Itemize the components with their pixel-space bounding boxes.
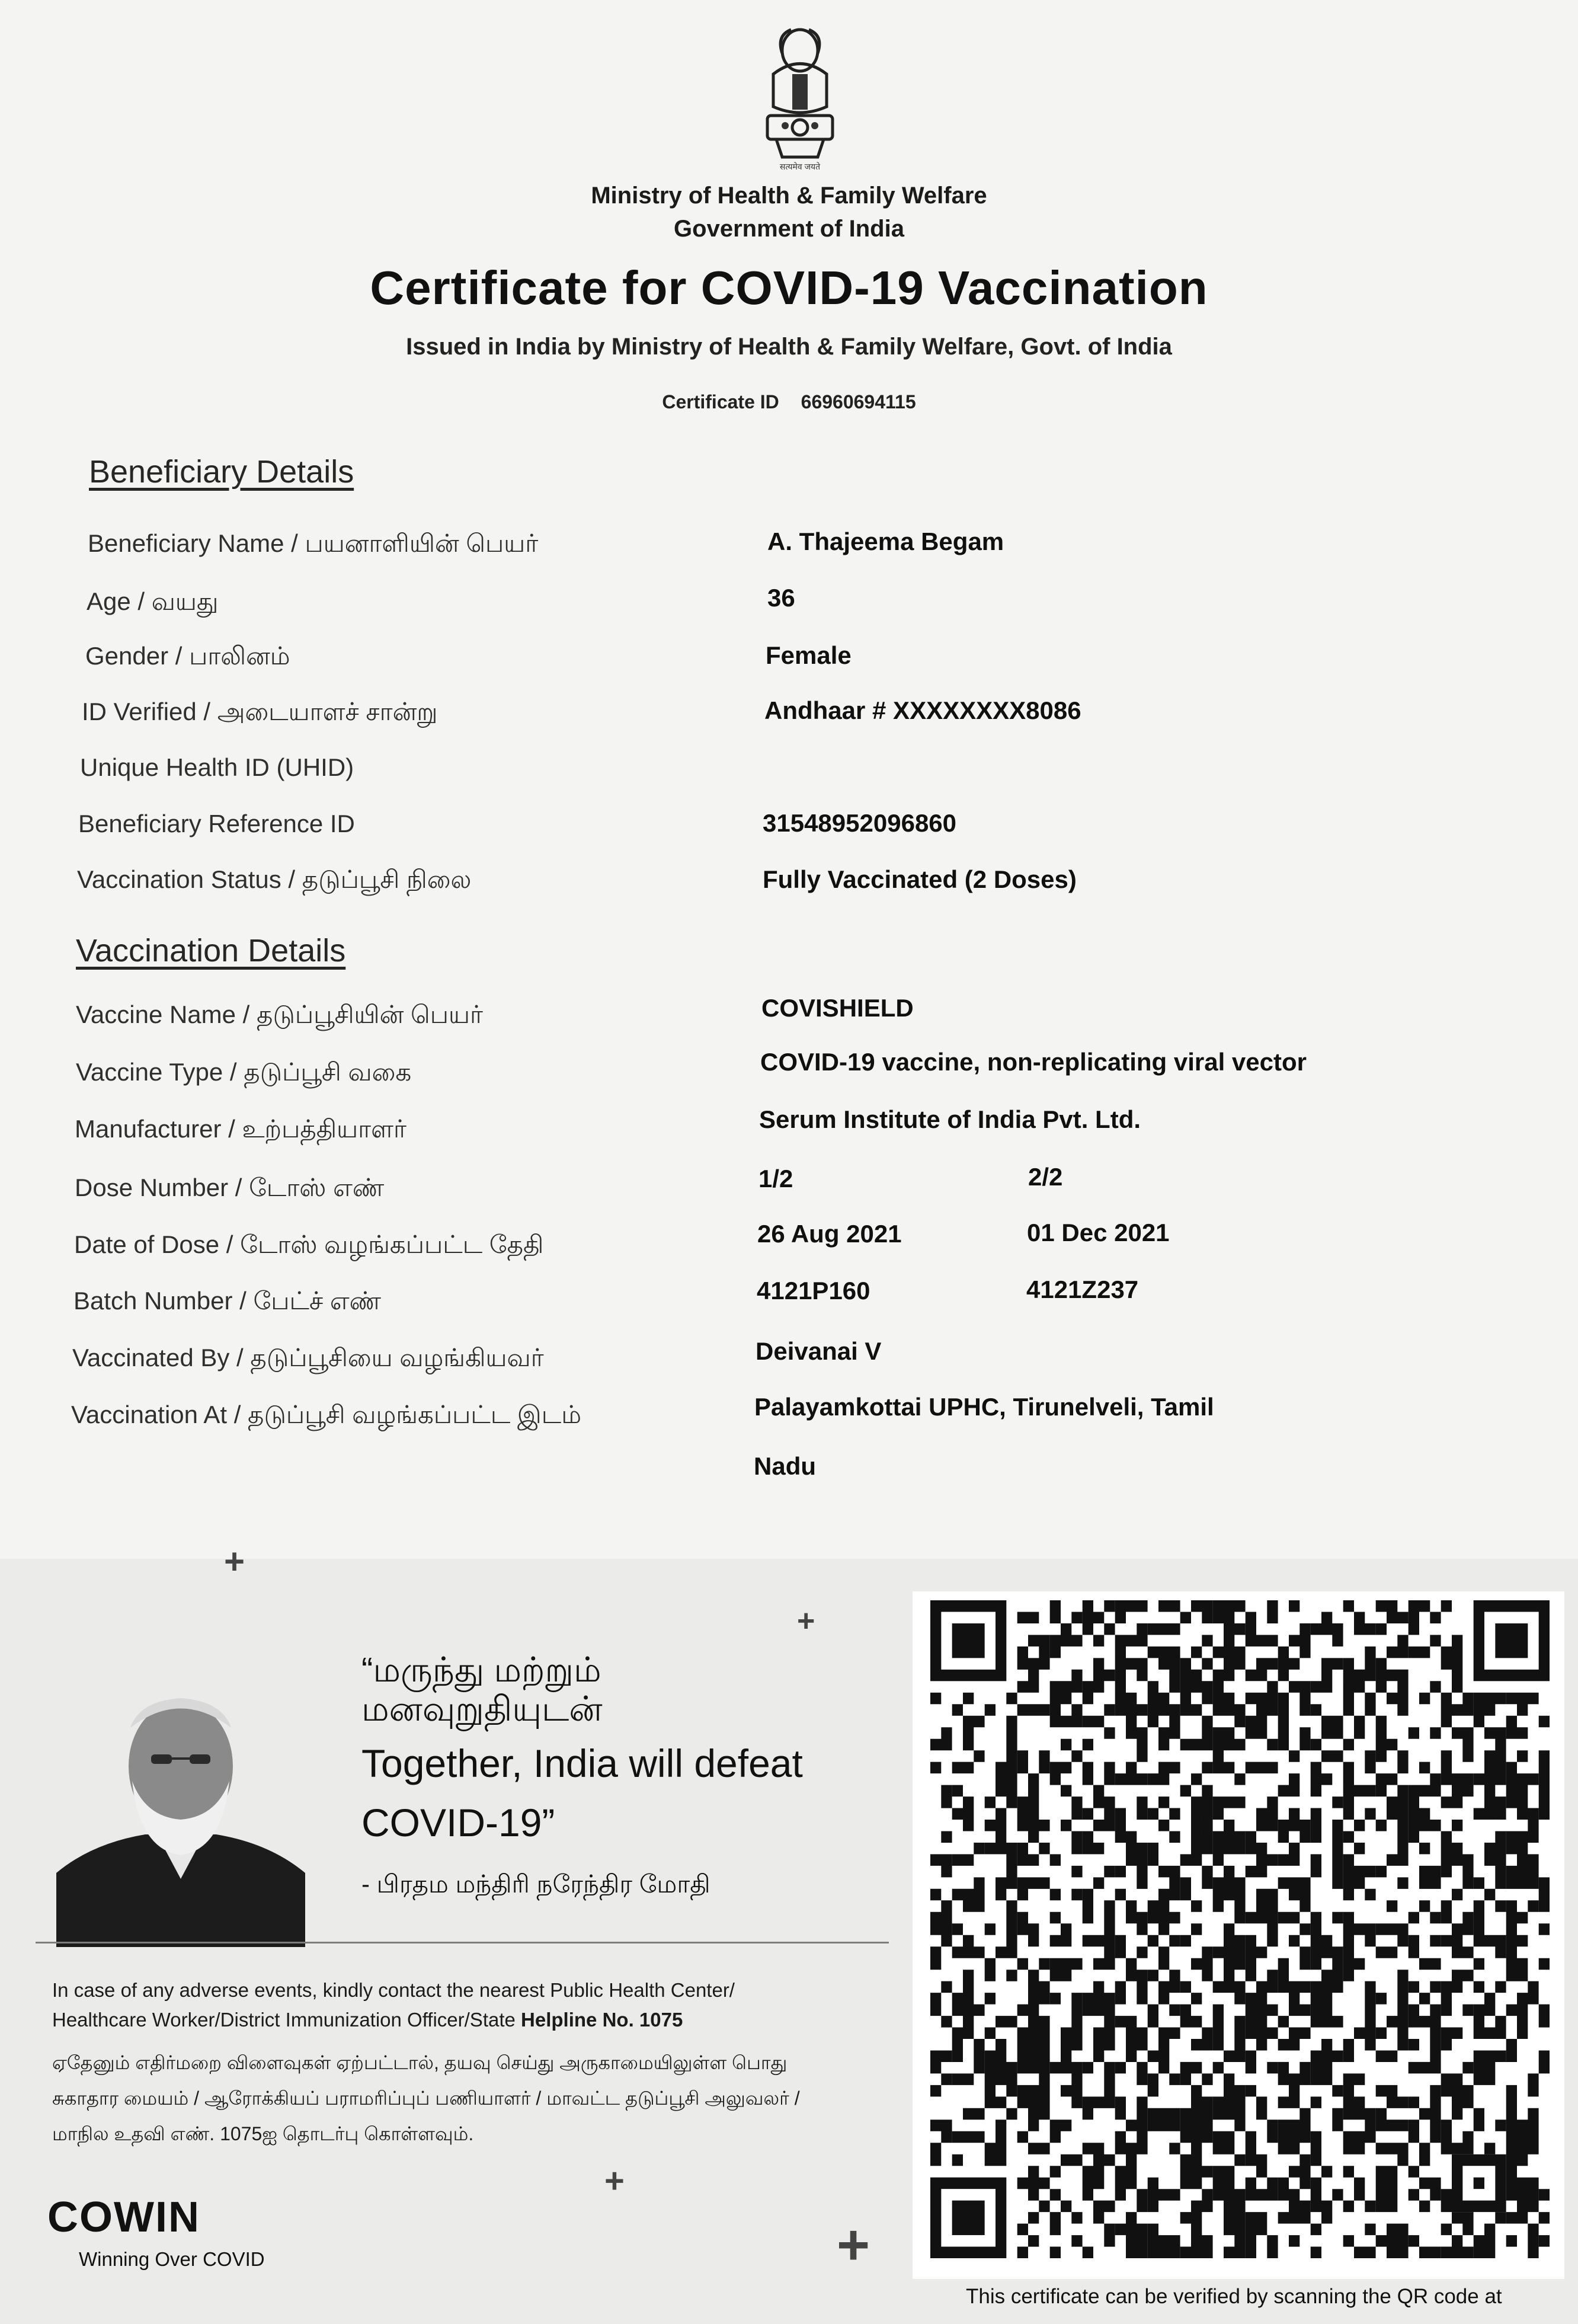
government-name: Government of India <box>674 216 904 242</box>
vaccination-details-heading: Vaccination Details <box>76 933 346 968</box>
manufacturer-value: Serum Institute of India Pvt. Ltd. <box>759 1105 1141 1133</box>
prime-minister-portrait <box>56 1677 305 1947</box>
id-verified-label: ID Verified / அடையாளச் சான்று <box>82 698 438 725</box>
adverse-tamil-line2: சுகாதார மையம் / ஆரோக்கியப் பராமரிப்புப் பணியாளர் / மாவட்ட தடுப்பூசி அலுவலர் / <box>52 2088 800 2109</box>
vaccine-type-value: COVID-19 vaccine, non-replicating viral vector <box>760 1048 1307 1076</box>
vaccination-status-label: Vaccination Status / தடுப்பூசி நிலை <box>77 865 472 893</box>
quote-english-line1: Together, India will defeat <box>361 1741 803 1785</box>
adverse-english-line2-text: Healthcare Worker/District Immunization Officer/State <box>52 2009 521 2031</box>
vaccination-at-value: Palayamkottai UPHC, Tirunelveli, Tamil <box>754 1393 1214 1421</box>
id-verified-value: Andhaar # XXXXXXXX8086 <box>764 696 1081 724</box>
quote-tamil-line1: “மருந்து மற்றும் <box>361 1651 601 1689</box>
quote-attribution: - பிரதம மந்திரி நரேந்திர மோதி <box>361 1870 710 1898</box>
adverse-events-english <box>52 1975 894 2035</box>
vaccine-type-label: Vaccine Type / தடுப்பூசி வகை <box>76 1058 412 1086</box>
qr-code-icon <box>930 1600 1550 2258</box>
vaccination-at-label: Vaccination At / தடுப்பூசி வழங்கப்பட்ட இடம் <box>71 1401 581 1428</box>
uhid-label: Unique Health ID (UHID) <box>80 753 354 781</box>
emblem-caption: सत्यमेव जयते <box>779 162 821 171</box>
beneficiary-name-label: Beneficiary Name / பயனாளியின் பெயர் <box>88 529 539 557</box>
helpline-number: Helpline No. 1075 <box>521 2009 683 2031</box>
vaccination-at-value-line2: Nadu <box>754 1452 816 1480</box>
certificate-id-label: Certificate ID <box>662 391 779 413</box>
page-title: Certificate for COVID-19 Vaccination <box>370 261 1208 314</box>
beneficiary-details-heading: Beneficiary Details <box>89 454 354 490</box>
certificate-id-value: 66960694115 <box>801 391 916 413</box>
plus-mark-icon: + <box>797 1604 815 1638</box>
national-emblem-icon <box>750 18 850 184</box>
vaccinated-by-value: Deivanai V <box>756 1337 882 1365</box>
age-value: 36 <box>767 584 795 612</box>
quote-english <box>361 1734 895 1852</box>
beneficiary-reference-id-value: 31548952096860 <box>763 809 957 837</box>
cowin-logo: COWIN <box>47 2194 200 2241</box>
batch-number-label: Batch Number / பேட்ச் எண் <box>73 1287 382 1315</box>
vaccinated-by-label: Vaccinated By / தடுப்பூசியை வழங்கியவர் <box>72 1344 544 1372</box>
issued-by-text: Issued in India by Ministry of Health & Family Welfare, Govt. of India <box>406 334 1172 360</box>
date-of-dose-label: Date of Dose / டோஸ் வழங்கப்பட்ட தேதி <box>74 1230 544 1258</box>
adverse-tamil-line3: மாநில உதவி எண். 1075ஐ தொடர்பு கொள்ளவும். <box>52 2123 474 2144</box>
plus-mark-icon: + <box>837 2213 870 2277</box>
batch-number-value-2: 4121Z237 <box>1026 1276 1139 1303</box>
vaccine-name-value: COVISHIELD <box>761 994 914 1022</box>
ministry-header <box>0 179 1578 245</box>
gender-value: Female <box>766 641 852 669</box>
batch-number-value-1: 4121P160 <box>757 1277 870 1305</box>
beneficiary-name-value: A. Thajeema Begam <box>767 528 1004 555</box>
vaccination-status-value: Fully Vaccinated (2 Doses) <box>763 865 1077 893</box>
ministry-name: Ministry of Health & Family Welfare <box>591 183 987 209</box>
dose-number-label: Dose Number / டோஸ் எண் <box>75 1174 385 1201</box>
age-label: Age / வயது <box>87 587 219 615</box>
adverse-tamil-line1: ஏதேனும் எதிர்மறை விளைவுகள் ஏற்பட்டால், தயவு செய்து அருகாமையிலுள்ள பொது <box>52 2052 788 2073</box>
plus-mark-icon: + <box>604 2162 625 2200</box>
divider <box>36 1942 889 1943</box>
quote-tamil <box>361 1651 603 1729</box>
cowin-tagline: Winning Over COVID <box>79 2248 265 2270</box>
qr-verification-note: This certificate can be verified by scanning the QR code at <box>966 2285 1502 2308</box>
quote-english-line2: COVID-19” <box>361 1801 555 1845</box>
quote-tamil-line2: மனவுறுதியுடன் <box>361 1690 603 1728</box>
adverse-events-tamil <box>52 2045 894 2152</box>
gender-label: Gender / பாலினம் <box>85 642 290 670</box>
certificate-id <box>0 391 1578 413</box>
dose-number-value-1: 1/2 <box>758 1165 793 1193</box>
beneficiary-reference-id-label: Beneficiary Reference ID <box>78 810 355 837</box>
plus-mark-icon: + <box>224 1542 245 1581</box>
date-of-dose-value-1: 26 Aug 2021 <box>757 1220 902 1248</box>
dose-number-value-2: 2/2 <box>1028 1163 1063 1191</box>
adverse-english-line1: In case of any adverse events, kindly contact the nearest Public Health Center/ <box>52 1979 735 2001</box>
vaccine-name-label: Vaccine Name / தடுப்பூசியின் பெயர் <box>76 1000 483 1028</box>
date-of-dose-value-2: 01 Dec 2021 <box>1027 1219 1170 1246</box>
adverse-english-line2 <box>52 2005 894 2035</box>
manufacturer-label: Manufacturer / உற்பத்தியாளர் <box>75 1115 406 1143</box>
